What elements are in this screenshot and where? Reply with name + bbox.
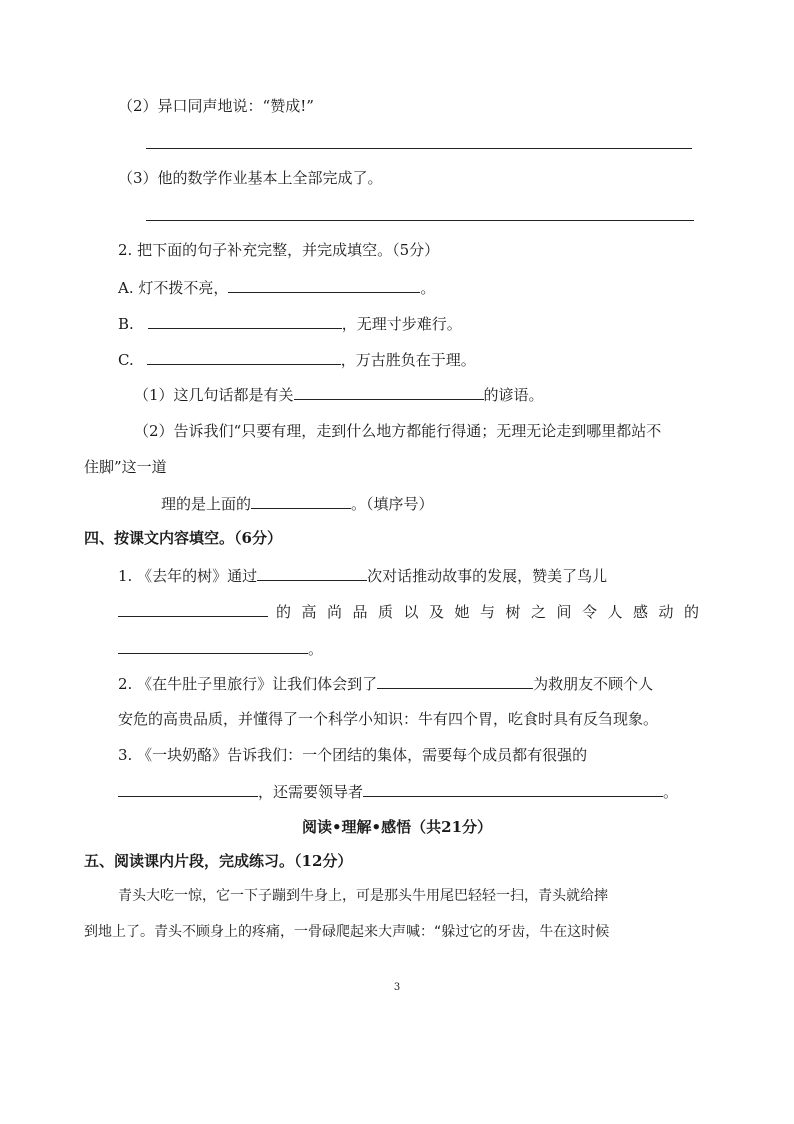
q2-b-prefix: B. [118,315,134,333]
q2-c-prefix: C. [118,351,134,369]
q2-sub-2-line-2: 住脚”这一道 [84,458,167,476]
q2-sub1-prefix: （1）这几句话都是有关 [134,386,294,404]
q2-sub-2-line-1: （2）告诉我们“只要有理，走到什么地方都能行得通；无理无论走到哪里都站不 [134,422,662,440]
s4-q3-end: 。 [663,783,679,801]
s4-q1-blank-3[interactable] [118,638,308,654]
q2-header: 2. 把下面的句子补充完整，并完成填空。（5分） [118,241,440,259]
s4-q1-suffix: 次对话推动故事的发展，赞美了鸟儿 [367,567,608,585]
page-number: 3 [393,982,401,993]
q2-a-prefix: A. 灯不拨不亮， [118,279,229,297]
q2-c-suffix: ，万古胜负在于理。 [340,351,476,369]
reading-paragraph-line-2: 到地上了。青头不顾身上的疼痛，一骨碌爬起来大声喊：“躲过它的牙齿，牛在这时候 [84,924,610,940]
s4-q2-suffix: 为救朋友不顾个人 [533,675,654,693]
section-5-title: 五、阅读课内片段，完成练习。（12分） [84,852,353,870]
s4-q3-blank-2[interactable] [363,781,663,797]
q2-sub1-blank[interactable] [294,384,484,400]
q2-b-blank[interactable] [148,313,342,329]
section-4-title: 四、按课文内容填空。（6分） [84,529,282,547]
q2-sub2-prefix: 理的是上面的 [161,495,252,513]
s4-q1-blank-2[interactable] [118,601,268,617]
reading-section-header: 阅读•理解•感悟（共21分） [301,818,493,836]
q2-sub2-blank[interactable] [251,493,351,509]
s4-q1-line3-end: 。 [308,640,324,658]
s4-q3-line-2 [118,781,678,802]
s4-q3-mid: ，还需要领导者 [258,783,364,801]
rewrite-item-3: （3）他的数学作业基本上全部完成了。 [118,169,383,187]
s4-q1-line-3 [118,638,323,659]
answer-line-item-3 [146,220,694,221]
rewrite-item-2: （2）异口同声地说：“赞成!” [118,97,314,115]
q2-sub-2-line-3 [161,493,434,514]
q2-sub2-suffix: 。（填序号） [351,495,434,513]
s4-q1-line-1 [118,565,607,586]
q2-sub1-suffix: 的谚语。 [483,386,544,404]
s4-q1-line2-text: 的高尚品质以及她与树之间令人感动的 [276,603,710,621]
s4-q2-blank[interactable] [377,673,533,689]
q2-c-blank[interactable] [147,349,341,365]
s4-q2-line-2: 安危的高贵品质，并懂得了一个科学小知识：牛有四个胃，吃食时具有反刍现象。 [118,710,659,728]
s4-q3-blank-1[interactable] [118,781,258,797]
answer-line-item-2 [146,148,692,149]
q2-option-c [118,349,476,370]
reading-paragraph-line-1: 青头大吃一惊，它一下子蹦到牛身上，可是那头牛用尾巴轻轻一扫，青头就给摔 [118,888,608,904]
s4-q1-prefix: 1. 《去年的树》通过 [118,567,258,585]
q2-b-suffix: ，无理寸步难行。 [341,315,462,333]
q2-a-blank[interactable] [228,277,420,293]
q2-option-a [118,277,435,298]
s4-q3-line-1: 3. 《一块奶酪》告诉我们：一个团结的集体，需要每个成员都有很强的 [118,746,588,764]
q2-option-b [118,313,462,334]
s4-q1-blank-1[interactable] [257,565,367,581]
s4-q2-line-1 [118,673,653,694]
q2-sub-1 [134,384,544,405]
q2-a-suffix: 。 [420,279,436,297]
s4-q1-line-2 [118,601,710,622]
s4-q2-prefix: 2. 《在牛肚子里旅行》让我们体会到了 [118,675,378,693]
